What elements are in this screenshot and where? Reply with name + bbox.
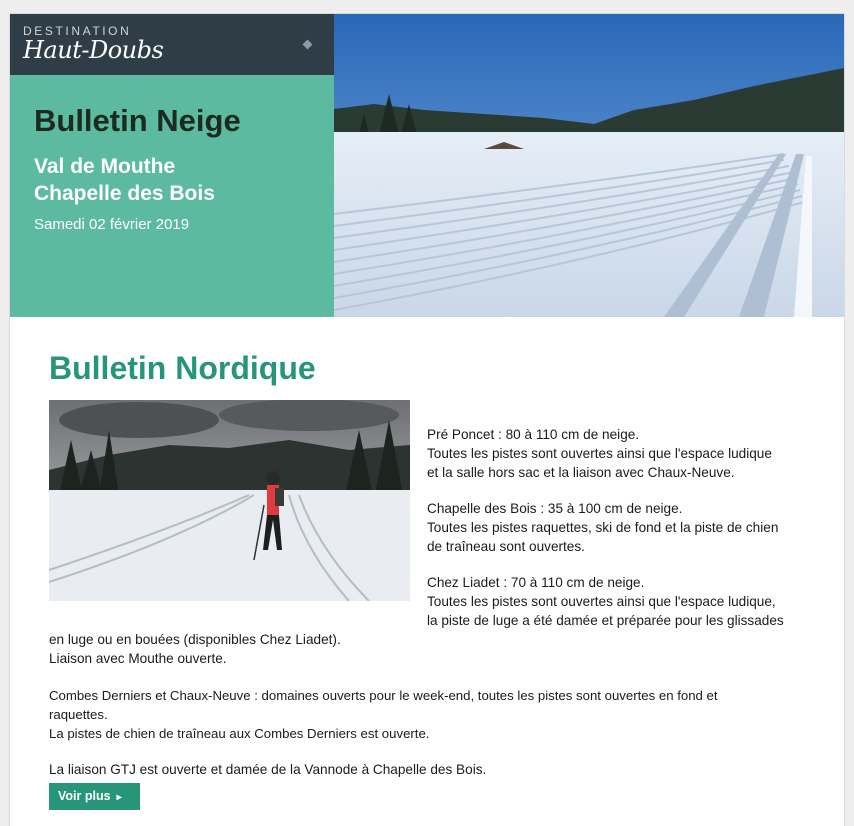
bulletin-pre-poncet xyxy=(427,425,772,482)
liadet-status-4: Liaison avec Mouthe ouverte. xyxy=(49,651,227,666)
subtitle-line-2: Chapelle des Bois xyxy=(34,182,215,205)
liadet-snow: Chez Liadet : 70 à 110 cm de neige. xyxy=(427,575,645,590)
diamond-icon xyxy=(303,40,313,50)
page-title: Bulletin Neige xyxy=(34,103,241,138)
brand-label: DESTINATION xyxy=(23,24,132,38)
pre-poncet-snow: Pré Poncet : 80 à 110 cm de neige. xyxy=(427,427,640,442)
liadet-status-1: Toutes les pistes sont ouvertes ainsi que l'espace ludique, xyxy=(427,594,776,609)
newsletter-frame xyxy=(9,13,845,826)
chapelle-status-2: de traîneau sont ouvertes. xyxy=(427,539,585,554)
section-title: Bulletin Nordique xyxy=(49,350,316,386)
combes-status-2: raquettes. xyxy=(49,707,108,722)
bulletin-chapelle xyxy=(427,499,778,556)
brand-bar xyxy=(10,14,334,75)
chevron-right-icon: ▸ xyxy=(116,792,122,803)
liadet-status-3: en luge ou en bouées (disponibles Chez Liadet). xyxy=(49,632,341,647)
gtj-status: La liaison GTJ est ouverte et damée de la Vannode à Chapelle des Bois. xyxy=(49,762,487,777)
bulletin-combes xyxy=(49,686,718,743)
bulletin-liadet-continued xyxy=(49,630,341,668)
see-more-button[interactable] xyxy=(49,783,140,810)
pre-poncet-status-2: et la salle hors sac et la liaison avec Chaux-Neuve. xyxy=(427,465,735,480)
pre-poncet-status-1: Toutes les pistes sont ouvertes ainsi que l'espace ludique xyxy=(427,446,772,461)
bulletin-date: Samedi 02 février 2019 xyxy=(34,216,190,233)
chapelle-snow: Chapelle des Bois : 35 à 100 cm de neige. xyxy=(427,501,683,516)
see-more-label: Voir plus xyxy=(58,789,111,803)
hero-image xyxy=(334,14,844,317)
combes-status-3: La pistes de chien de traîneau aux Combes Derniers est ouverte. xyxy=(49,726,430,741)
skier-photo xyxy=(49,400,410,601)
combes-status-1: Combes Derniers et Chaux-Neuve : domaines ouverts pour le week-end, toutes les pistes sont ouvertes en fond et xyxy=(49,688,718,703)
chapelle-status-1: Toutes les pistes raquettes, ski de fond et la piste de chien xyxy=(427,520,779,535)
subtitle xyxy=(34,153,215,207)
title-panel xyxy=(10,75,334,317)
hero-snow-tracks-image xyxy=(334,14,844,317)
brand-logo[interactable]: Haut-Doubs xyxy=(23,36,164,64)
liadet-status-2: la piste de luge a été damée et préparée pour les glissades xyxy=(427,613,784,628)
skier-image xyxy=(49,400,410,601)
bulletin-gtj xyxy=(49,760,486,779)
subtitle-line-1: Val de Mouthe xyxy=(34,155,176,178)
bulletin-liadet xyxy=(427,573,784,630)
